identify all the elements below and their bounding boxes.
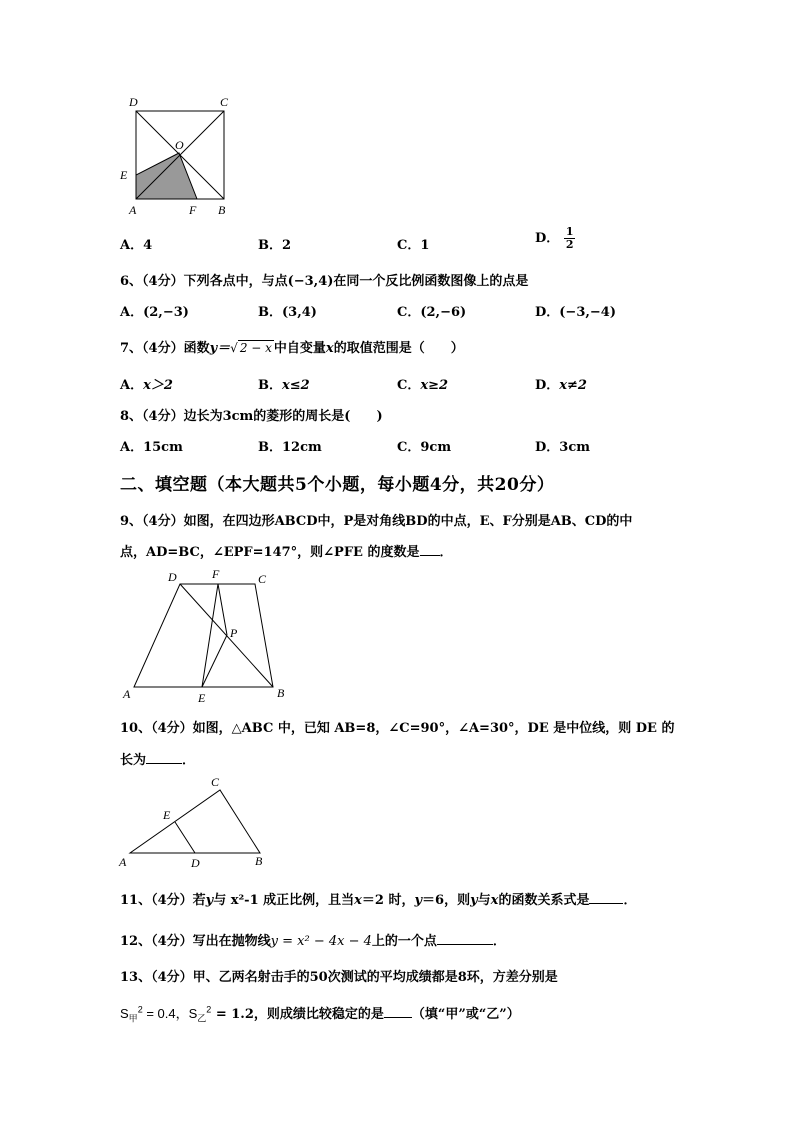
segment-fe [202,584,218,687]
label-e: E [163,808,171,822]
q8-option-c[interactable]: C．9cm [397,440,452,455]
label-b: B [255,854,263,868]
q13-answer-blank[interactable] [384,1005,412,1018]
q6-option-c[interactable]: C．(2,−6) [397,305,467,320]
q10-line1: 10、（4分）如图，△ABC 中，已知 AB=8，∠C=90°，∠A=30°，DE 是中位线，则 DE 的 [120,721,675,736]
section-heading-fill-in: 二、填空题（本大题共5个小题，每小题4分，共20分） [120,475,555,495]
q9-answer-blank[interactable] [420,543,440,556]
label-a: A [123,687,131,701]
label-d: D [191,856,200,870]
label-a: A [129,203,137,217]
q7-option-a[interactable]: A．x＞2 [120,378,173,393]
q8-option-b[interactable]: B．12cm [258,440,322,455]
q8-stem: 8、（4分）边长为3cm的菱形的周长是( ) [120,409,383,424]
label-e: E [120,168,128,182]
variance-jia: $S_甲^2 = 0.4$， [120,1004,189,1024]
parabola-formula: y = x² − 4x − 4 [270,934,372,949]
q9-line2: 点，AD=BC，∠EPF=147°，则∠PFE 的度数是 ． [120,545,453,560]
q7-option-c[interactable]: C．x≥2 [397,378,449,393]
q6-option-a[interactable]: A．(2,−3) [120,305,189,320]
q5-option-a[interactable]: A．4 [120,238,153,253]
variance-yi: $S_乙^2$ [188,1004,212,1024]
q9-line1: 9、（4分）如图，在四边形ABCD中，P是对角线BD的中点，E、F分别是AB、CD的中 [120,514,633,529]
q5-option-d[interactable]: D． $\frac{1}{2}$ [535,225,574,251]
label-b: B [277,686,285,700]
label-c: C [258,572,267,586]
label-d: D [168,570,177,584]
q11-answer-blank[interactable] [589,891,623,904]
q7-option-d[interactable]: D．x≠2 [535,378,587,393]
sqrt-expression: √ 2 − x [230,341,272,355]
q5-option-b[interactable]: B．2 [258,238,292,253]
q6-stem: 6、（4分）下列各点中，与点(−3,4)在同一个反比例函数图像上的点是 [120,274,529,289]
shaded-region [136,153,197,199]
q7-option-b[interactable]: B．x≤2 [258,378,310,393]
q12-answer-blank[interactable] [437,932,493,945]
q11-stem: 11、（4分）若y与 x²-1 成正比例，且当x＝2 时，y＝6，则y与x的函数关系式是 ． [120,893,637,908]
fraction-one-half: $\frac{1}{2}$ [565,225,574,251]
q10-answer-blank[interactable] [146,751,182,764]
label-a: A [119,855,127,869]
label-c: C [220,95,229,109]
q13-line1: 13、（4分）甲、乙两名射击手的50次测试的平均成绩都是8环，方差分别是 [120,970,558,985]
q12-stem: 12、（4分）写出在抛物线y = x² − 4x − 4上的一个点 ． [120,934,506,949]
label-f: F [212,567,220,581]
q10-figure [115,772,275,872]
midline-de [175,822,195,853]
q13-line2: $S_甲^2 = 0.4$，$S_乙^2 = 1.2$，则成绩比较稳定的是 （填“甲”或“乙”） [120,1004,520,1024]
quadrilateral-abcd [134,584,273,687]
q10-line2: 长为 ． [120,753,196,768]
label-o: O [175,138,184,152]
label-b: B [218,203,226,217]
label-e: E [198,691,206,705]
q8-option-a[interactable]: A．15cm [120,440,183,455]
q8-option-d[interactable]: D．3cm [535,440,590,455]
label-p: P [230,626,238,640]
q6-option-b[interactable]: B．(3,4) [258,305,317,320]
q5-option-c[interactable]: C．1 [397,238,430,253]
label-c: C [211,775,220,789]
q7-stem: 7、（4分）函数y＝√ 2 − x 中自变量x的取值范围是（ ） [120,341,464,356]
q5-figure [115,92,245,220]
q9-figure [118,566,298,706]
label-f: F [189,203,197,217]
label-d: D [129,95,138,109]
q6-option-d[interactable]: D．(−3,−4) [535,305,616,320]
triangle-abc [130,790,260,853]
